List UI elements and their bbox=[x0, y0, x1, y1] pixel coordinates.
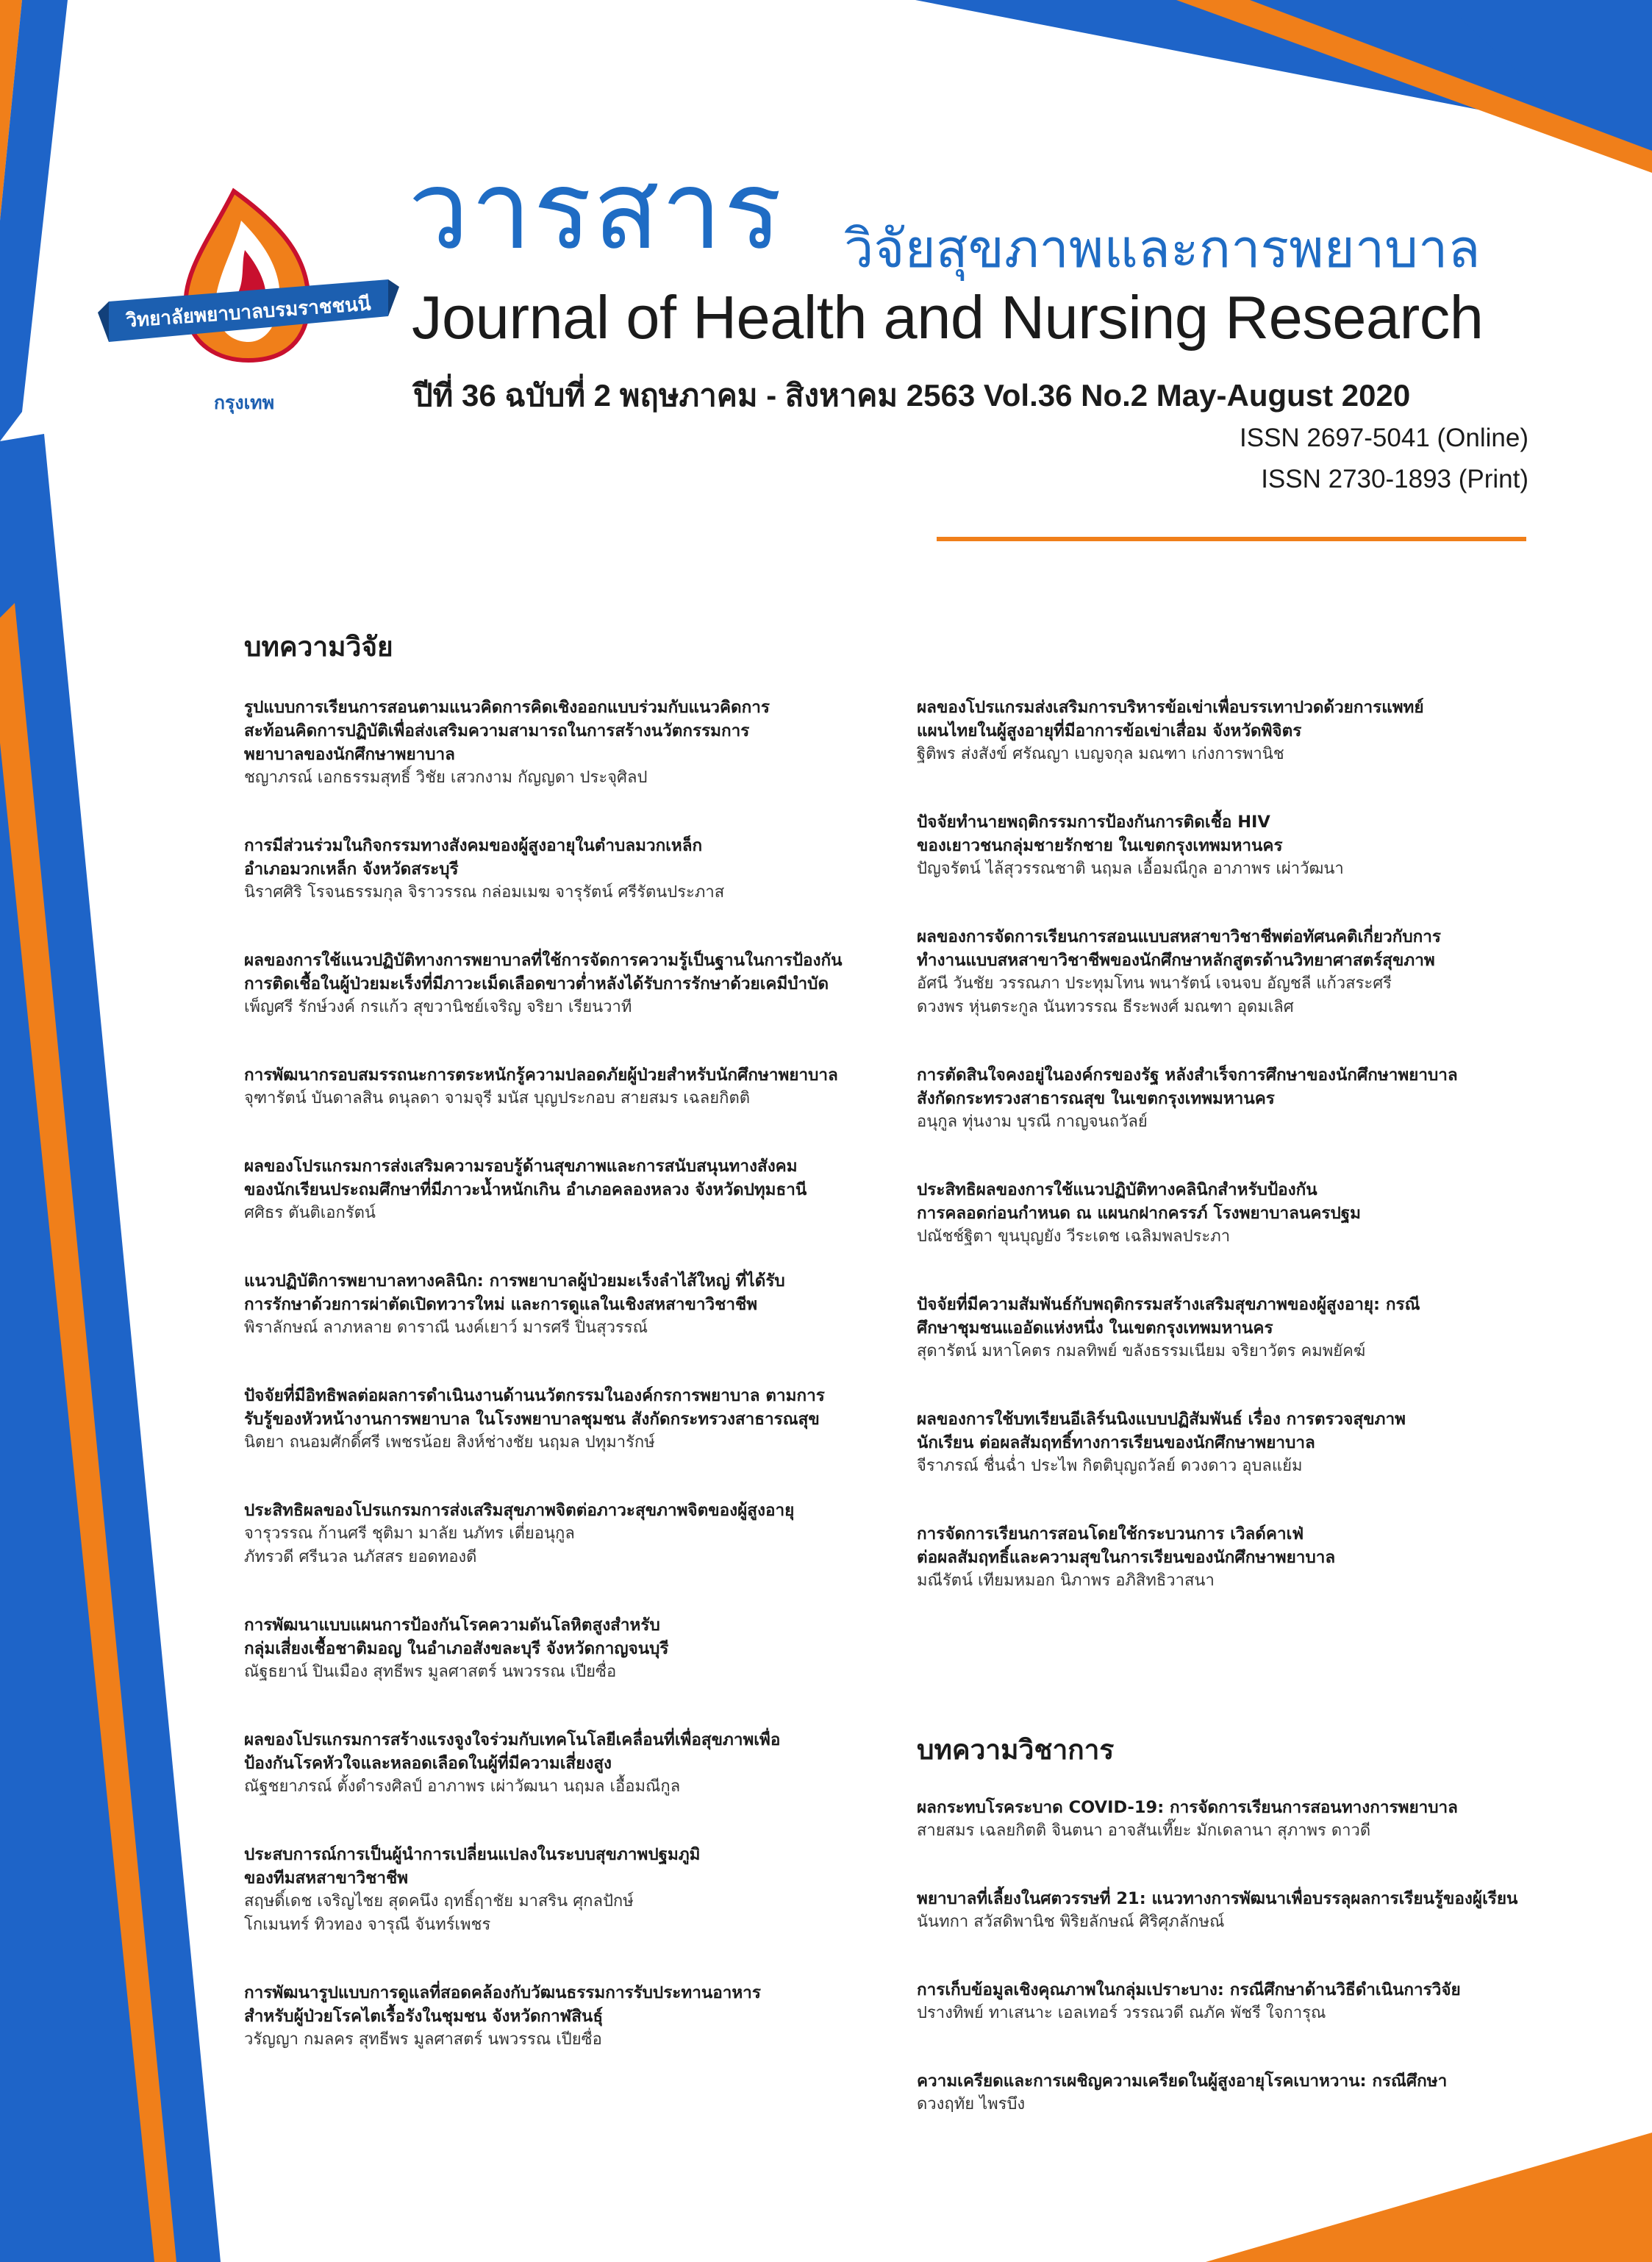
article-authors: ชญาภรณ์ เอกธรรมสุทธิ์ วิชัย เสวกงาม กัญญดา ประจุศิลป bbox=[244, 768, 648, 787]
article-authors: เพ็ญศรี รักษ์วงค์ กรแก้ว สุขวานิชย์เจริญ จริยา เรียนวาที bbox=[244, 998, 632, 1016]
article-title: ปัจจัยที่มีอิทธิพลต่อผลการดำเนินงานด้านนวัตกรรมในองค์กรการพยาบาล ตามการ bbox=[244, 1386, 825, 1405]
article-authors: อนุกูล ทุ่นงาม บุรณี กาญจนถวัลย์ bbox=[917, 1113, 1148, 1131]
article-authors: จุฑารัตน์ บันดาลสิน ดนุลดา จามจุรี มนัส บุญประกอบ สายสมร เฉลยกิตติ bbox=[244, 1089, 751, 1107]
article-authors: นันทกา สวัสดิพานิช พิริยลักษณ์ ศิริศุภลักษณ์ bbox=[917, 1913, 1225, 1931]
logo-banner-text: วิทยาลัยพยาบาลบรมราชชนนี bbox=[125, 293, 372, 332]
article-authors: ศศิธร ตันติเอกรัตน์ bbox=[244, 1204, 376, 1222]
article-title: การคลอดก่อนกำหนด ณ แผนกฝากครรภ์ โรงพยาบาลนครปฐม bbox=[917, 1204, 1362, 1223]
article-authors: นิตยา ถนอมศักดิ์ศรี เพชรน้อย สิงห์ช่างชัย นฤมล ปทุมารักษ์ bbox=[244, 1433, 655, 1452]
article-entry[interactable] bbox=[244, 1981, 761, 2052]
article-authors: ณัฐธยาน์ ปินเมือง สุทธีพร มูลศาสตร์ นพวรรณ เปียซื่อ bbox=[244, 1663, 617, 1681]
article-authors: สุดารัตน์ มหาโคตร กมลทิพย์ ขลังธรรมเนียม จริยาวัตร คมพยัคฆ์ bbox=[917, 1342, 1366, 1360]
article-title: นักเรียน ต่อผลสัมฤทธิ์ทางการเรียนของนักศึกษาพยาบาล bbox=[917, 1433, 1315, 1452]
section-title-academic: บทความวิชาการ bbox=[917, 1734, 1115, 1766]
article-authors: จารุวรรณ ก้านศรี ชุติมา มาลัย นภัทร เตี่ยอนุกูล bbox=[244, 1524, 575, 1543]
article-title: ประสิทธิผลของการใช้แนวปฏิบัติทางคลินิกสำหรับป้องกัน bbox=[917, 1180, 1317, 1199]
article-title: แผนไทยในผู้สูงอายุที่มีอาการข้อเข่าเสื่อม จังหวัดพิจิตร bbox=[917, 721, 1302, 741]
article-title: ผลของโปรแกรมการสร้างแรงจูงใจร่วมกับเทคโนโลยีเคลื่อนที่เพื่อสุขภาพเพื่อ bbox=[244, 1730, 781, 1749]
logo-subtext: กรุงเทพ bbox=[213, 392, 275, 413]
article-authors: พิราลักษณ์ ลาภหลาย ดาราณี นงค์เยาว์ มารศรี ปิ่นสุวรรณ์ bbox=[244, 1319, 648, 1337]
section-title-research: บทความวิจัย bbox=[244, 631, 393, 663]
article-title: การเก็บข้อมูลเชิงคุณภาพในกลุ่มเปราะบาง: กรณีศึกษาด้านวิธีดำเนินการวิจัย bbox=[917, 1980, 1461, 1999]
article-entry[interactable] bbox=[244, 949, 842, 1019]
article-title: ผลของการจัดการเรียนการสอนแบบสหสาขาวิชาชีพต่อทัศนคติเกี่ยวกับการ bbox=[917, 927, 1441, 946]
article-title: ศึกษาชุมชนแออัดแห่งหนึ่ง ในเขตกรุงเทพมหานคร bbox=[917, 1319, 1273, 1338]
article-entry[interactable] bbox=[917, 1178, 1361, 1249]
article-title: ปัจจัยทำนายพฤติกรรมการป้องกันการติดเชื้อ HIV bbox=[917, 813, 1270, 832]
article-title: สะท้อนคิดการปฏิบัติเพื่อส่งเสริมความสามารถในการสร้างนวัตกรรมการ bbox=[244, 721, 750, 741]
article-entry[interactable] bbox=[244, 834, 724, 905]
article-title: พยาบาลที่เลี้ยงในศตวรรษที่ 21: แนวทางการพัฒนาเพื่อบรรลุผลการเรียนรู้ของผู้เรียน bbox=[917, 1889, 1518, 1908]
masthead-title-english: Journal of Health and Nursing Research bbox=[412, 283, 1484, 352]
article-entry[interactable] bbox=[244, 1063, 838, 1110]
article-authors: ปรางทิพย์ ทาเสนาะ เอลเทอร์ วรรณวดี ณภัค พัชรี ใจการุณ bbox=[917, 2004, 1326, 2022]
article-title: ผลของการใช้แนวปฏิบัติทางการพยาบาลที่ใช้การจัดการความรู้เป็นฐานในการป้องกัน bbox=[244, 951, 843, 970]
article-title: รูปแบบการเรียนการสอนตามแนวคิดการคิดเชิงออกแบบร่วมกับแนวคิดการ bbox=[244, 698, 770, 717]
flame-emblem-icon bbox=[94, 176, 403, 397]
article-authors: สายสมร เฉลยกิตติ จินตนา อาจสันเที๊ยะ มักเดลานา สุภาพร ดาวดี bbox=[917, 1822, 1371, 1840]
article-entry[interactable] bbox=[917, 1887, 1517, 1934]
article-title: การจัดการเรียนการสอนโดยใช้กระบวนการ เวิลด์คาเฟ่ bbox=[917, 1524, 1304, 1544]
article-title: ของนักเรียนประถมศึกษาที่มีภาวะน้ำหนักเกิน อำเภอคลองหลวง จังหวัดปทุมธานี bbox=[244, 1180, 807, 1199]
article-authors: ปัญจรัตน์ ไล้สุวรรณชาติ นฤมล เอื้อมณีกูล อาภาพร เผ่าวัฒนา bbox=[917, 860, 1344, 878]
article-authors: อัศนี วันชัย วรรณภา ประทุมโทน พนารัตน์ เจนจบ อัญชลี แก้วสระศรี bbox=[917, 974, 1392, 993]
article-entry[interactable] bbox=[244, 696, 770, 790]
article-title: ประสิทธิผลของโปรแกรมการส่งเสริมสุขภาพจิตต่อภาวะสุขภาพจิตของผู้สูงอายุ bbox=[244, 1501, 795, 1520]
issn-print: ISSN 2730-1893 (Print) bbox=[1261, 465, 1528, 493]
article-title: ผลของโปรแกรมส่งเสริมการบริหารข้อเข่าเพื่อบรรเทาปวดด้วยการแพทย์ bbox=[917, 698, 1424, 717]
article-title: ผลกระทบโรคระบาด COVID-19: การจัดการเรียนการสอนทางการพยาบาล bbox=[917, 1798, 1458, 1817]
article-authors: ดวงพร หุ่นตระกูล นันทวรรณ ธีระพงศ์ มณฑา อุดมเลิศ bbox=[917, 998, 1294, 1016]
article-entry[interactable] bbox=[244, 1384, 825, 1455]
article-title: การพัฒนากรอบสมรรถนะการตระหนักรู้ความปลอดภัยผู้ป่วยสำหรับนักศึกษาพยาบาล bbox=[244, 1066, 838, 1085]
article-title: พยาบาลของนักศึกษาพยาบาล bbox=[244, 745, 455, 764]
article-entry[interactable] bbox=[244, 1613, 669, 1684]
article-title: ความเครียดและการเผชิญความเครียดในผู้สูงอายุโรคเบาหวาน: กรณีศึกษา bbox=[917, 2072, 1448, 2091]
article-authors: นิราศศิริ โรจนธรรมกุล จิราวรรณ กล่อมเมฆ จารุรัตน์ ศรีรัตนประภาส bbox=[244, 883, 725, 902]
article-entry[interactable] bbox=[917, 1978, 1461, 2025]
article-title: ผลของโปรแกรมการส่งเสริมความรอบรู้ด้านสุขภาพและการสนับสนุนทางสังคม bbox=[244, 1157, 798, 1176]
article-authors: สฤษดิ์เดช เจริญไชย สุดคนึง ฤทธิ์ฤาชัย มาสริน ศุกลปักษ์ bbox=[244, 1892, 634, 1910]
article-authors: มณีรัตน์ เทียมหมอก นิภาพร อภิสิทธิวาสนา bbox=[917, 1571, 1215, 1590]
article-title: ปัจจัยที่มีความสัมพันธ์กับพฤติกรรมสร้างเสริมสุขภาพของผู้สูงอายุ: กรณี bbox=[917, 1295, 1420, 1314]
article-authors: ปณัชช์ฐิตา ขุนบุญยัง วีระเดช เฉลิมพลประภา bbox=[917, 1227, 1231, 1246]
article-title: ป้องกันโรคหัวใจและหลอดเลือดในผู้ที่มีความเสี่ยงสูง bbox=[244, 1754, 612, 1773]
article-title: กลุ่มเสี่ยงเชื้อชาติมอญ ในอำเภอสังขละบุรี จังหวัดกาญจนบุรี bbox=[244, 1639, 669, 1658]
article-entry[interactable] bbox=[917, 925, 1441, 1019]
article-title: รับรู้ของหัวหน้างานการพยาบาล ในโรงพยาบาลชุมชน สังกัดกระทรวงสาธารณสุข bbox=[244, 1410, 820, 1429]
article-authors: ณัฐชยาภรณ์ ตั้งดำรงศิลป์ อาภาพร เผ่าวัฒนา นฤมล เอื้อมณีกูล bbox=[244, 1777, 681, 1796]
article-title: ทำงานแบบสหสาขาวิชาชีพของนักศึกษาหลักสูตรด้านวิทยาศาสตร์สุขภาพ bbox=[917, 951, 1435, 970]
article-title: ของเยาวชนกลุ่มชายรักชาย ในเขตกรุงเทพมหานคร bbox=[917, 836, 1283, 855]
article-title: การตัดสินใจคงอยู่ในองค์กรของรัฐ หลังสำเร็จการศึกษาของนักศึกษาพยาบาล bbox=[917, 1066, 1458, 1085]
issn-online: ISSN 2697-5041 (Online) bbox=[1240, 424, 1528, 452]
article-authors: จีราภรณ์ ชื่นฉ่ำ ประไพ กิตติบุญถวัลย์ ดวงดาว อุบลแย้ม bbox=[917, 1457, 1303, 1475]
article-title: อำเภอมวกเหล็ก จังหวัดสระบุรี bbox=[244, 860, 459, 879]
article-entry[interactable] bbox=[244, 1269, 785, 1340]
article-title: การติดเชื้อในผู้ป่วยมะเร็งที่มีภาวะเม็ดเลือดขาวต่ำหลังได้รับการรักษาด้วยเคมีบำบัด bbox=[244, 974, 829, 993]
article-title: ของทีมสหสาขาวิชาชีพ bbox=[244, 1869, 409, 1888]
article-entry[interactable] bbox=[917, 1522, 1335, 1593]
article-entry[interactable] bbox=[244, 1499, 794, 1569]
issue-line: ปีที่ 36 ฉบับที่ 2 พฤษภาคม - สิงหาคม 2563 Vol.36 No.2 May-August 2020 bbox=[413, 378, 1411, 413]
article-title: สังกัดกระทรวงสาธารณสุข ในเขตกรุงเทพมหานคร bbox=[917, 1089, 1275, 1108]
article-entry[interactable] bbox=[917, 810, 1344, 881]
article-entry[interactable] bbox=[244, 1728, 780, 1799]
article-authors: โกเมนทร์ ทิวทอง จารุณี จันทร์เพชร bbox=[244, 1916, 491, 1934]
masthead-title-thai-large: วารสาร bbox=[408, 147, 784, 274]
article-title: แนวปฏิบัติการพยาบาลทางคลินิก: การพยาบาลผู้ป่วยมะเร็งลำไส้ใหญ่ ที่ได้รับ bbox=[244, 1271, 785, 1291]
article-title: การพัฒนารูปแบบการดูแลที่สอดคล้องกับวัฒนธรรมการรับประทานอาหาร bbox=[244, 1983, 761, 2002]
masthead-title-thai-sub: วิจัยสุขภาพและการพยาบาล bbox=[844, 218, 1481, 279]
article-title: ต่อผลสัมฤทธิ์และความสุขในการเรียนของนักศึกษาพยาบาล bbox=[917, 1548, 1336, 1567]
article-title: ผลของการใช้บทเรียนอีเลิร์นนิงแบบปฏิสัมพันธ์ เรื่อง การตรวจสุขภาพ bbox=[917, 1410, 1406, 1429]
article-authors: วรัญญา กมลคร สุทธีพร มูลศาสตร์ นพวรรณ เปียซื่อ bbox=[244, 2030, 602, 2049]
article-authors: ภัทรวดี ศรีนวล นภัสสร ยอดทองดี bbox=[244, 1548, 477, 1566]
orange-divider bbox=[937, 537, 1526, 541]
article-authors: ดวงฤทัย ไพรบึง bbox=[917, 2095, 1026, 2113]
article-entry[interactable] bbox=[244, 1843, 701, 1937]
article-title: การรักษาด้วยการผ่าตัดเปิดทวารใหม่ และการดูแลในเชิงสหสาขาวิชาชีพ bbox=[244, 1295, 758, 1314]
article-entry[interactable] bbox=[917, 1293, 1420, 1363]
article-entry[interactable] bbox=[917, 1796, 1458, 1843]
article-title: การพัฒนาแบบแผนการป้องกันโรคความดันโลหิตสูงสำหรับ bbox=[244, 1616, 660, 1635]
article-entry[interactable] bbox=[917, 1063, 1458, 1134]
article-title: ประสบการณ์การเป็นผู้นำการเปลี่ยนแปลงในระบบสุขภาพปฐมภูมิ bbox=[244, 1845, 701, 1864]
article-entry[interactable] bbox=[917, 1407, 1406, 1478]
article-title: สำหรับผู้ป่วยโรคไตเรื้อรังในชุมชน จังหวัดกาฬสินธุ์ bbox=[244, 2007, 604, 2026]
article-title: การมีส่วนร่วมในกิจกรรมทางสังคมของผู้สูงอายุในตำบลมวกเหล็ก bbox=[244, 836, 703, 855]
article-authors: ฐิติพร ส่งสังข์ ศรัณญา เบญจกุล มณฑา เก่งการพานิช bbox=[917, 745, 1284, 763]
article-entry[interactable] bbox=[244, 1155, 807, 1225]
article-entry[interactable] bbox=[917, 696, 1424, 766]
article-entry[interactable] bbox=[917, 2069, 1447, 2116]
